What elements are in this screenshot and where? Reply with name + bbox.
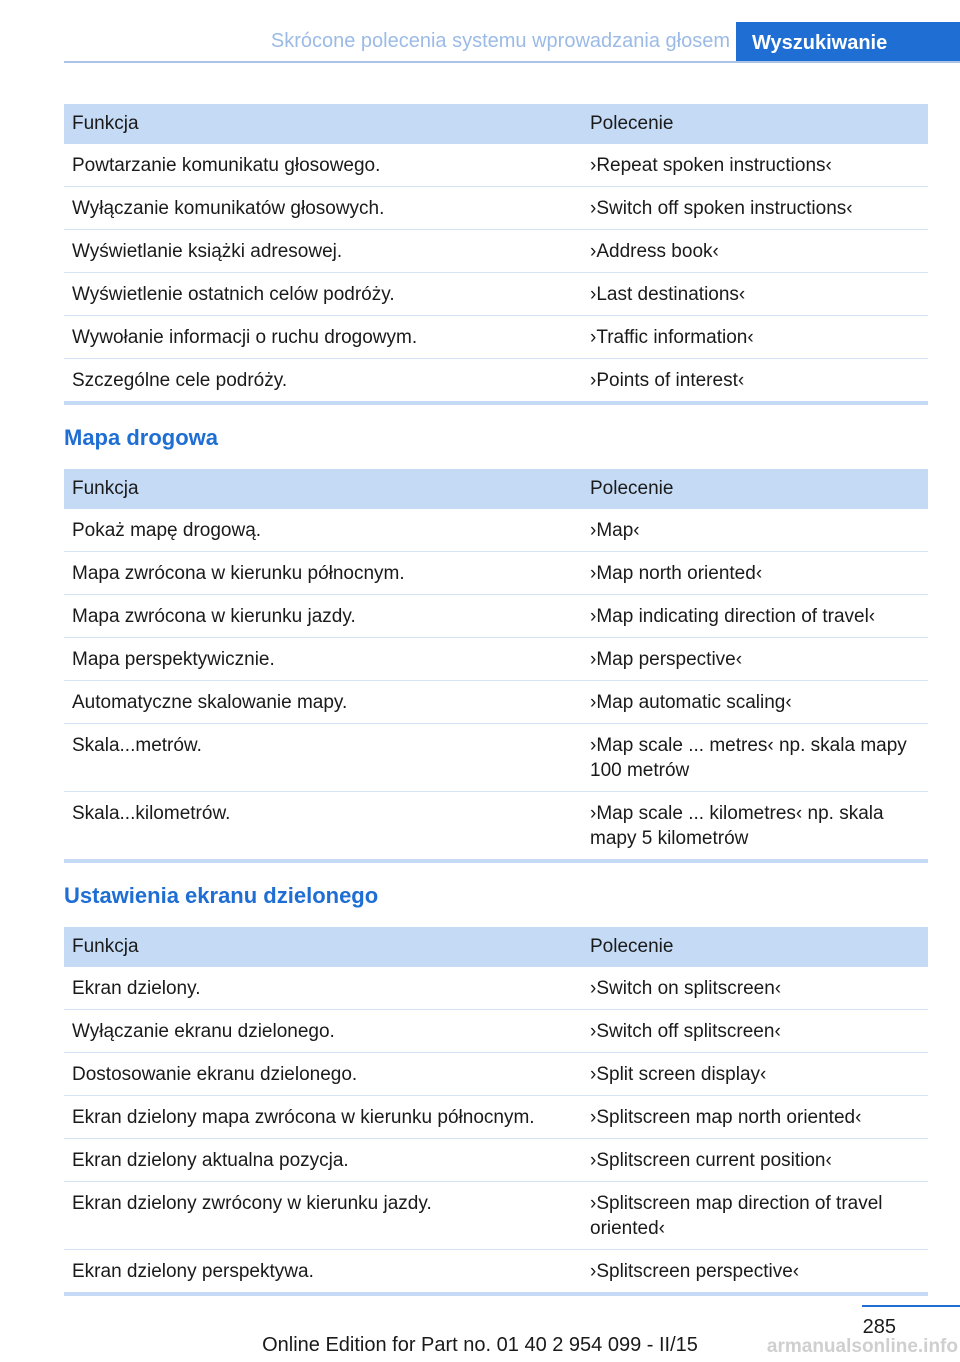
command-cell: ›Splitscreen map direction of travel oriented‹	[582, 1182, 928, 1250]
function-cell: Szczególne cele podróży.	[72, 370, 288, 391]
column-header-function: Funkcja	[64, 927, 582, 967]
command-cell: ›Splitscreen perspective‹	[590, 1261, 800, 1282]
function-cell: Skala...kilometrów.	[72, 803, 231, 824]
table-header-row	[64, 104, 928, 144]
function-cell: Wyłączanie komunikatów głosowych.	[64, 187, 582, 230]
table-row	[64, 792, 928, 860]
command-cell: ›Repeat spoken instructions‹	[582, 144, 928, 187]
table-row	[64, 1010, 928, 1053]
split-screen-commands-table	[64, 927, 928, 1292]
function-cell: Mapa perspektywicznie.	[64, 638, 582, 681]
table-row	[64, 316, 928, 359]
function-cell: Wyświetlanie książki adresowej.	[64, 230, 582, 273]
table-row	[64, 509, 928, 552]
table-row	[64, 144, 928, 187]
function-cell: Powtarzanie komunikatu głosowego.	[64, 144, 582, 187]
page-header	[0, 0, 960, 62]
function-cell: Pokaż mapę drogową.	[64, 509, 582, 552]
command-cell: ›Split screen display‹	[582, 1053, 928, 1096]
column-header-command: Polecenie	[582, 104, 928, 144]
table-end-rule	[64, 859, 928, 863]
command-cell: ›Map scale ... metres‹ np. skala mapy 100 metrów	[582, 724, 928, 792]
command-cell: ›Switch off splitscreen‹	[582, 1010, 928, 1053]
function-cell: Ekran dzielony mapa zwrócona w kierunku północnym.	[64, 1096, 582, 1139]
function-cell: Automatyczne skalowanie mapy.	[64, 681, 582, 724]
table-row	[64, 552, 928, 595]
function-cell: Dostosowanie ekranu dzielonego.	[64, 1053, 582, 1096]
function-cell: Wyłączanie ekranu dzielonego.	[64, 1010, 582, 1053]
command-cell: ›Map automatic scaling‹	[582, 681, 928, 724]
function-cell: Wywołanie informacji o ruchu drogowym.	[64, 316, 582, 359]
footer-divider	[862, 1305, 960, 1307]
section-heading-split-screen: Ustawienia ekranu dzielonego	[64, 883, 379, 908]
command-cell: ›Map scale ... kilometres‹ np. skala mapy 5 kilometrów	[590, 803, 884, 849]
command-cell: ›Map‹	[582, 509, 928, 552]
command-cell: ›Map perspective‹	[582, 638, 928, 681]
table-row	[64, 187, 928, 230]
command-cell: ›Splitscreen map north oriented‹	[582, 1096, 928, 1139]
table-row	[64, 1096, 928, 1139]
table-end-rule	[64, 1292, 928, 1296]
watermark: armanualsonline.info	[766, 1336, 958, 1357]
command-cell: ›Switch off spoken instructions‹	[582, 187, 928, 230]
function-cell: Ekran dzielony.	[64, 967, 582, 1010]
function-cell: Mapa zwrócona w kierunku jazdy.	[64, 595, 582, 638]
function-cell: Ekran dzielony aktualna pozycja.	[64, 1139, 582, 1182]
column-header-function: Funkcja	[64, 104, 582, 144]
table-row	[64, 1053, 928, 1096]
command-cell: ›Traffic information‹	[582, 316, 928, 359]
command-cell: ›Points of interest‹	[590, 370, 745, 391]
function-cell: Skala...metrów.	[64, 724, 582, 792]
table-row	[64, 230, 928, 273]
table-row	[64, 273, 928, 316]
function-cell: Ekran dzielony perspektywa.	[72, 1261, 314, 1282]
command-cell: ›Map north oriented‹	[582, 552, 928, 595]
table-header-row	[64, 927, 928, 967]
table-row	[64, 1182, 928, 1250]
table-header-row	[64, 469, 928, 509]
table-row	[64, 1139, 928, 1182]
header-divider	[64, 61, 960, 63]
table-row	[64, 638, 928, 681]
function-cell: Ekran dzielony zwrócony w kierunku jazdy.	[64, 1182, 582, 1250]
table-row	[64, 595, 928, 638]
table-row	[64, 359, 928, 402]
edition-note: Online Edition for Part no. 01 40 2 954 099 - II/15	[262, 1334, 698, 1356]
page-number: 285	[862, 1316, 896, 1338]
column-header-function: Funkcja	[64, 469, 582, 509]
command-cell: ›Address book‹	[582, 230, 928, 273]
function-cell: Mapa zwrócona w kierunku północnym.	[64, 552, 582, 595]
table-end-rule	[64, 401, 928, 405]
header-section-title: Skrócone polecenia systemu wprowadzania głosem	[270, 30, 730, 52]
command-cell: ›Last destinations‹	[582, 273, 928, 316]
table-row	[64, 967, 928, 1010]
section-heading-road-map: Mapa drogowa	[64, 425, 219, 450]
column-header-command: Polecenie	[582, 469, 928, 509]
navigation-commands-table	[64, 104, 928, 401]
table-row	[64, 681, 928, 724]
table-row	[64, 1250, 928, 1293]
function-cell: Wyświetlenie ostatnich celów podróży.	[64, 273, 582, 316]
command-cell: ›Splitscreen current position‹	[582, 1139, 928, 1182]
command-cell: ›Switch on splitscreen‹	[582, 967, 928, 1010]
table-row	[64, 724, 928, 792]
column-header-command: Polecenie	[582, 927, 928, 967]
command-cell: ›Map indicating direction of travel‹	[582, 595, 928, 638]
chapter-tab: Wyszukiwanie	[736, 22, 960, 62]
road-map-commands-table	[64, 469, 928, 859]
